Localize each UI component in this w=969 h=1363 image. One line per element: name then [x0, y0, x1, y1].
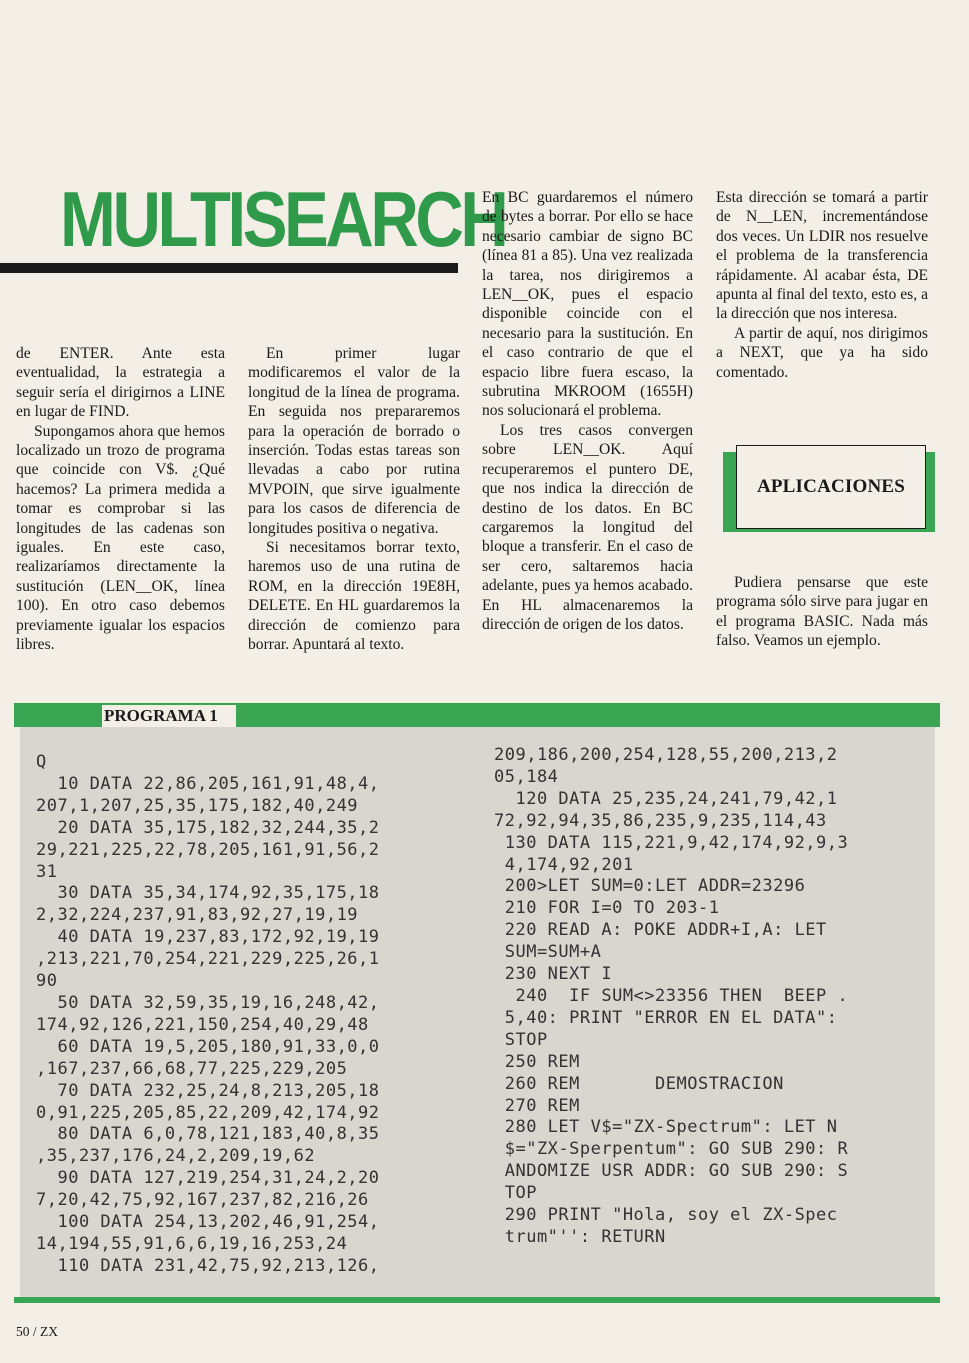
- sidebar-text-column: [716, 573, 928, 651]
- program-listing-left: Q 10 DATA 22,86,205,161,91,48,4, 207,1,207,25,35,175,182,40,249 20 DATA 35,175,182,32,244,35,2 29,221,225,22,78,205,161,91,56,2 31 30 DATA 35,34,174,92,35,175,18 2,32,224,237,91,83,92,27,19,19 40 DATA 19,237,83,172,92,19,19 ,213,221,70,254,221,229,225,26,1 90 50 DATA 32,59,35,19,16,248,42, 174,92,126,221,150,254,40,29,48 60 DATA 19,5,205,180,91,33,0,0 ,167,237,66,68,77,225,229,205 70 DATA 232,25,24,8,213,205,18 0,91,225,205,85,22,209,42,174,92 80 DATA 6,0,78,121,183,40,8,35 ,35,237,176,24,2,209,19,62 90 DATA 127,219,254,31,24,2,20 7,20,42,75,92,167,237,82,216,26 100 DATA 254,13,202,46,91,254, 14,194,55,91,6,6,19,16,253,24 110 DATA 231,42,75,92,213,126,: [36, 752, 380, 1276]
- program-footer-rule: [14, 1297, 940, 1303]
- paragraph: Supongamos ahora que hemos localizado un trozo de programa que coincide con V$. ¿Qué hacemos? La primera medida a tomar es comprobar si las longitudes de las cadenas son iguales. En este caso, realizaríamos directamente la sustitución (LEN__OK, línea 100). En otro caso debemos previamente igualar los espacios libres.: [16, 422, 225, 654]
- paragraph: A partir de aquí, nos dirigimos a NEXT, que ya ha sido comentado.: [716, 324, 928, 381]
- sidebar-paragraph: Pudiera pensarse que este programa sólo sirve para jugar en el programa BASIC. Nada más falso. Veamos un ejemplo.: [716, 574, 928, 650]
- paragraph: Los tres casos convergen sobre LEN__OK. Aquí recuperaremos el puntero DE, que nos indica la dirección de destino de los datos. En BC cargaremos la longitud del bloque a transferir. En el caso de ser cero, saltaremos hacia adelante, pues ya hemos acabado. En HL almacenaremos la dirección de origen de los datos.: [482, 421, 693, 633]
- title-rule: [0, 263, 458, 273]
- sidebar-heading: APLICACIONES: [736, 445, 926, 529]
- program-listing-right: 209,186,200,254,128,55,200,213,2 05,184 120 DATA 25,235,24,241,79,42,1 72,92,94,35,86,235,9,235,114,43 130 DATA 115,221,9,42,174,92,9,3 4,174,92,201 200>LET SUM=0:LET ADDR=23296 210 FOR I=0 TO 203-1 220 READ A: POKE ADDR+I,A: LET SUM=SUM+A 230 NEXT I 240 IF SUM<>23356 THEN BEEP . 5,40: PRINT "ERROR EN EL DATA": STOP 250 REM 260 REM DEMOSTRACION 270 REM 280 LET V$="ZX-Spectrum": LET N $="ZX-Sperpentum": GO SUB 290: R ANDOMIZE USR ADDR: GO SUB 290: S TOP 290 PRINT "Hola, soy el ZX-Spec trum"'': RETURN: [494, 745, 849, 1247]
- paragraph: Esta dirección se tomará a partir de N__LEN, incrementándose dos veces. Un LDIR nos resuelve el problema de la transferencia rápidamente. Al acabar ésta, DE apunta al final del texto, esto es, a la dirección que nos interesa.: [716, 189, 928, 323]
- paragraph: En BC guardaremos el número de bytes a borrar. Por ello se hace necesario cambiar de signo BC (línea 81 a 85). Una vez realizada la tarea, nos dirigiremos a LEN__OK, pues el espacio disponible coincide con el necesario para la sustitución. En el caso contrario de que el espacio libre fuera escaso, la subrutina MKROOM (1655H) nos solucionará el problema.: [482, 189, 693, 420]
- paragraph: Si necesitamos borrar texto, haremos uso de una rutina de ROM, en la dirección 19E8H, DELETE. En HL guardaremos la dirección de comienzo para borrar. Apuntará al texto.: [248, 539, 460, 654]
- article-title: MULTISEARCH: [60, 175, 506, 263]
- text-column-1: [16, 344, 225, 655]
- paragraph: de ENTER. Ante esta eventualidad, la estrategia a seguir sería el dirigirnos a LINE en lugar de FIND.: [16, 345, 225, 421]
- text-column-4: [716, 188, 928, 382]
- text-column-3: [482, 188, 693, 634]
- program-label: PROGRAMA 1: [102, 705, 236, 727]
- text-column-2: [248, 344, 460, 655]
- paragraph: En primer lugar modificaremos el valor de la longitud de la línea de programa. En seguida nos prepararemos para la operación de borrado o inserción. Todas estas tareas son llevadas a cabo por rutina MVPOIN, que sirve igualmente para los casos de diferencia de longitudes positiva o negativa.: [248, 345, 460, 537]
- page-footer: 50 / ZX: [16, 1324, 58, 1339]
